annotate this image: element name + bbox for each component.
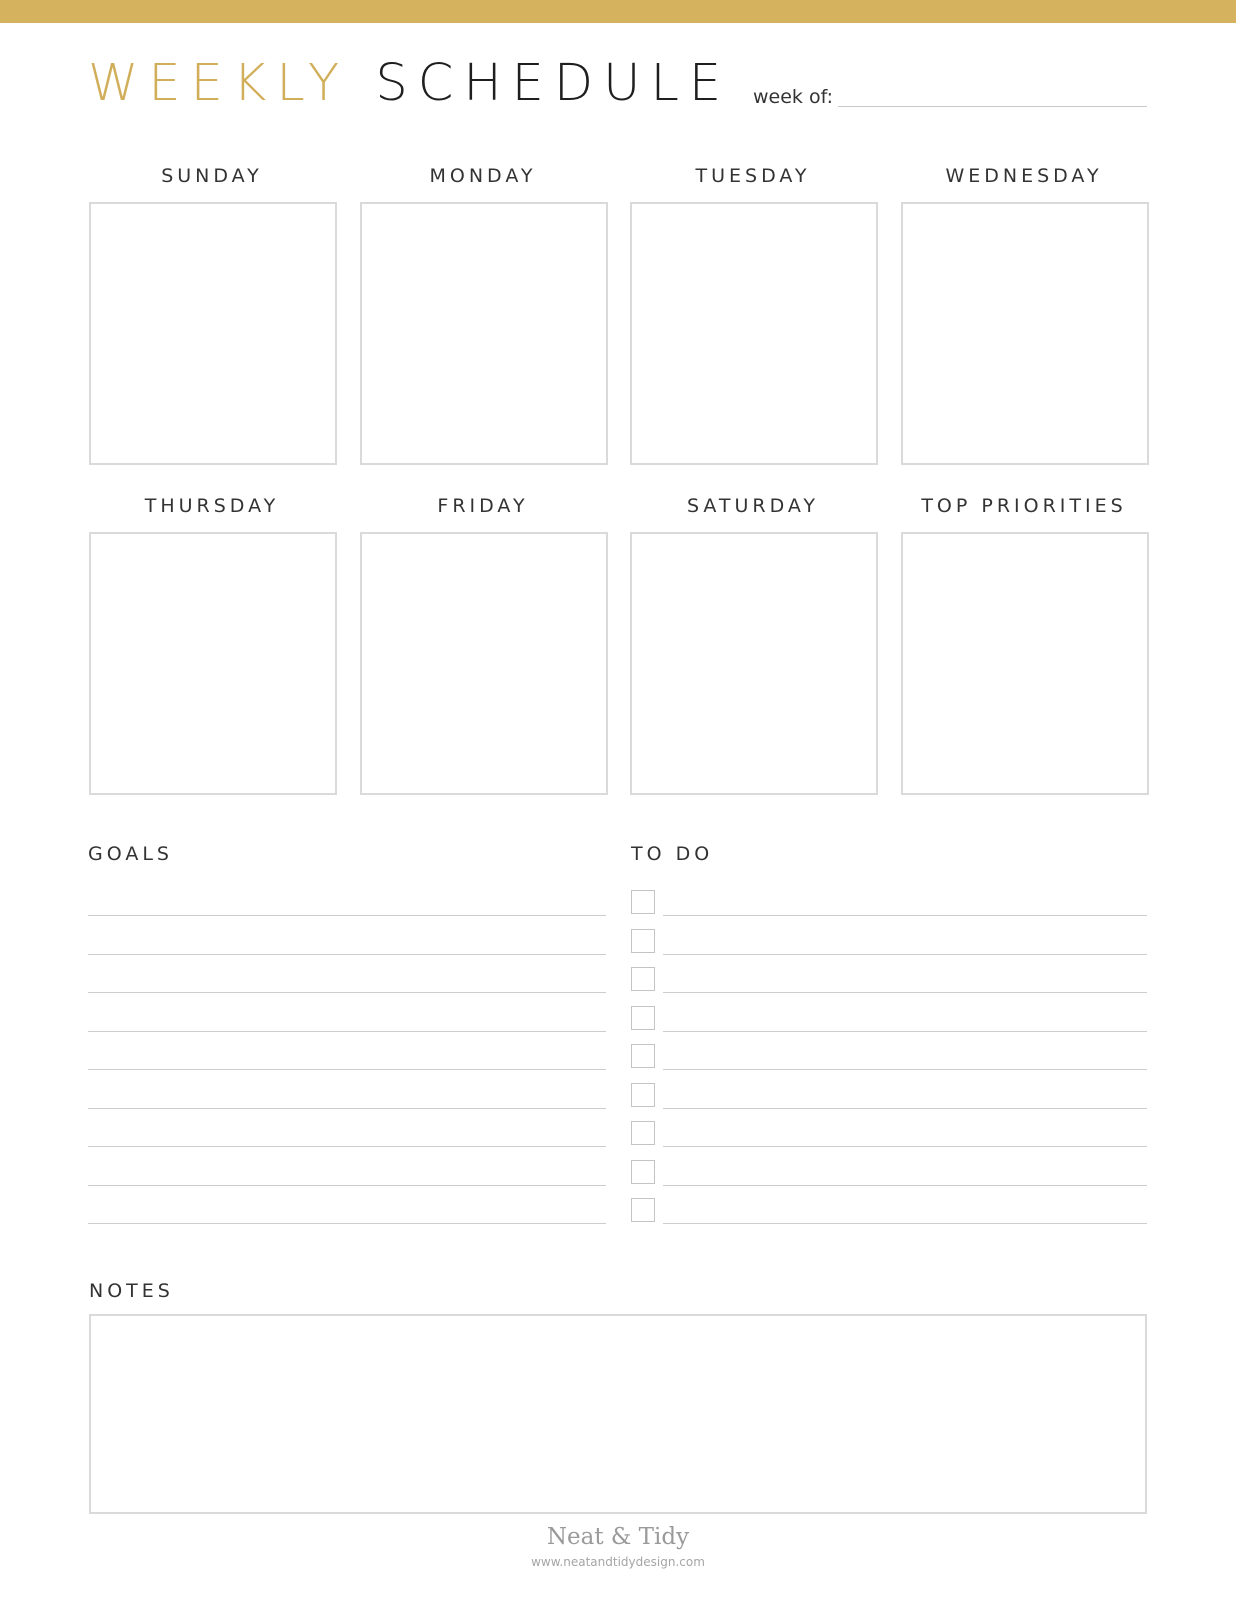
notes-label: NOTES — [89, 1280, 174, 1302]
brand-logo: Neat & Tidy — [546, 1524, 690, 1550]
day-label-thursday: THURSDAY — [144, 495, 280, 517]
todo-checkbox[interactable] — [631, 1083, 655, 1107]
goal-line[interactable] — [88, 1108, 606, 1109]
todo-line[interactable] — [663, 1031, 1147, 1032]
todo-line[interactable] — [663, 1185, 1147, 1186]
goal-line[interactable] — [88, 992, 606, 993]
page-title — [88, 54, 732, 113]
day-box-wednesday[interactable] — [901, 202, 1149, 465]
goal-line[interactable] — [88, 1031, 606, 1032]
todo-line[interactable] — [663, 915, 1147, 916]
day-label-sunday: SUNDAY — [161, 165, 263, 187]
day-box-monday[interactable] — [360, 202, 608, 465]
day-box-friday[interactable] — [360, 532, 608, 795]
goal-line[interactable] — [88, 1146, 606, 1147]
todo-checkbox[interactable] — [631, 1160, 655, 1184]
brand-url: www.neatandtidydesign.com — [531, 1555, 705, 1569]
top-accent-bar — [0, 0, 1236, 23]
day-label-monday: MONDAY — [429, 165, 537, 187]
day-label-friday: FRIDAY — [437, 495, 529, 517]
goal-line[interactable] — [88, 1223, 606, 1224]
todo-line[interactable] — [663, 992, 1147, 993]
todo-line[interactable] — [663, 1108, 1147, 1109]
week-of-label: week of: — [753, 86, 833, 108]
title-weekly: WEEKLY — [88, 54, 350, 113]
todo-line[interactable] — [663, 954, 1147, 955]
week-of-field[interactable] — [838, 106, 1147, 107]
day-label-saturday: SATURDAY — [686, 495, 820, 517]
goal-line[interactable] — [88, 1069, 606, 1070]
todo-checkbox[interactable] — [631, 1044, 655, 1068]
top-priorities-box[interactable] — [901, 532, 1149, 795]
day-label-tuesday: TUESDAY — [695, 165, 811, 187]
goal-line[interactable] — [88, 1185, 606, 1186]
goal-line[interactable] — [88, 954, 606, 955]
goals-label: GOALS — [88, 843, 173, 865]
todo-checkbox[interactable] — [631, 967, 655, 991]
todo-label: TO DO — [631, 843, 714, 865]
day-box-thursday[interactable] — [89, 532, 337, 795]
top-priorities-label: TOP PRIORITIES — [921, 495, 1127, 517]
todo-checkbox[interactable] — [631, 1006, 655, 1030]
todo-checkbox[interactable] — [631, 1198, 655, 1222]
todo-line[interactable] — [663, 1146, 1147, 1147]
day-box-sunday[interactable] — [89, 202, 337, 465]
day-box-saturday[interactable] — [630, 532, 878, 795]
todo-line[interactable] — [663, 1069, 1147, 1070]
day-box-tuesday[interactable] — [630, 202, 878, 465]
todo-checkbox[interactable] — [631, 890, 655, 914]
todo-checkbox[interactable] — [631, 1121, 655, 1145]
todo-checkbox[interactable] — [631, 929, 655, 953]
day-label-wednesday: WEDNESDAY — [945, 165, 1103, 187]
goal-line[interactable] — [88, 915, 606, 916]
title-schedule: SCHEDULE — [375, 54, 732, 113]
todo-line[interactable] — [663, 1223, 1147, 1224]
notes-box[interactable] — [89, 1314, 1147, 1514]
